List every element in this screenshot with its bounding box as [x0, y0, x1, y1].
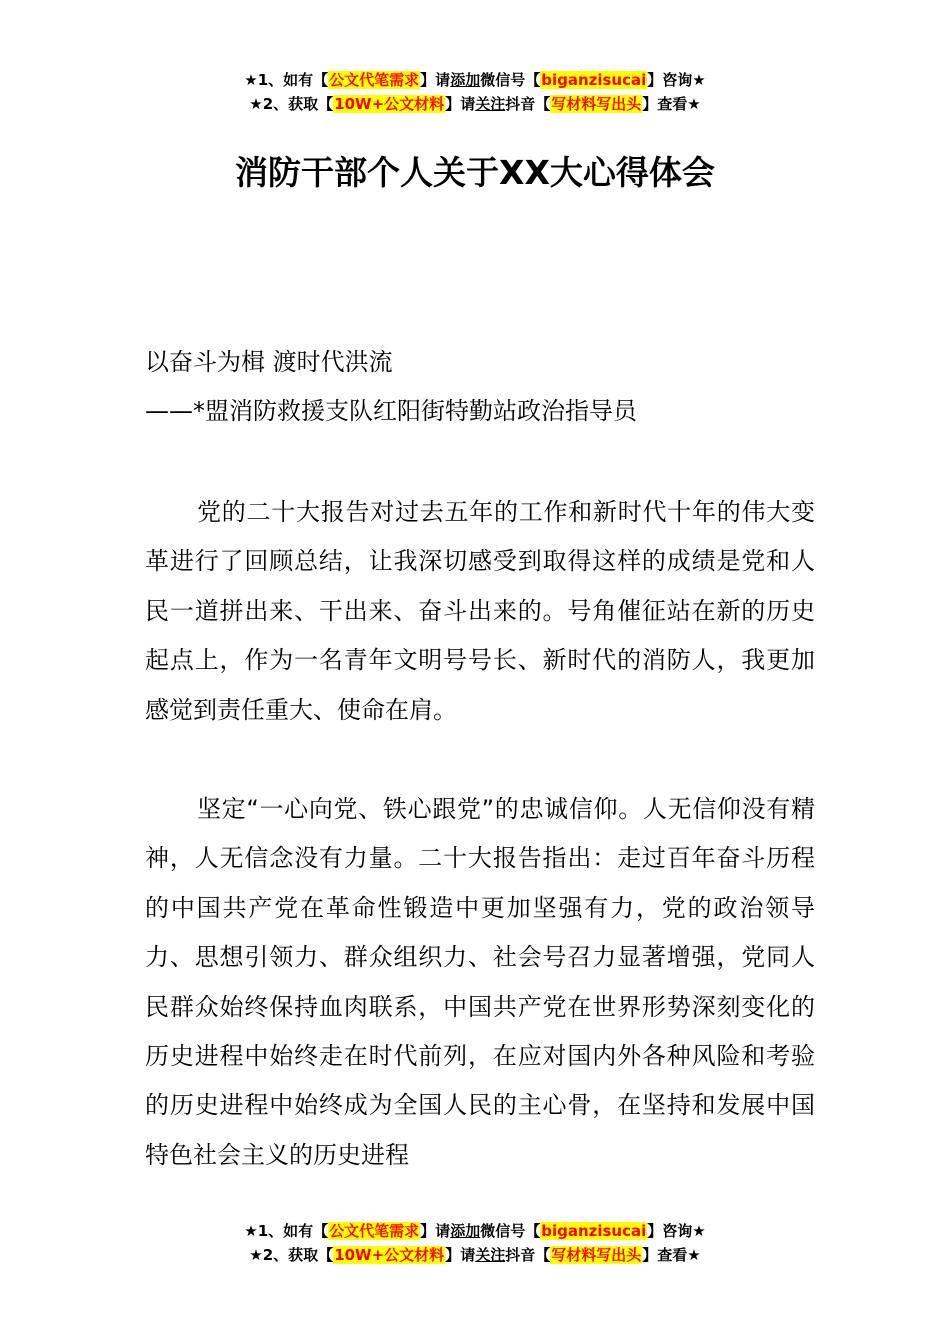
banner-highlight-wechat: biganzisucai — [541, 71, 647, 89]
banner-highlight-service: 公文代笔需求 — [329, 71, 420, 89]
banner-text: 】请 — [445, 95, 476, 113]
banner-highlight-materials: 10W+公文材料 — [334, 95, 445, 113]
banner-text: 】查看★ — [642, 95, 701, 113]
banner-text: 抖音【 — [505, 1246, 551, 1264]
footer-banner — [0, 1219, 950, 1267]
banner-underline: 关注 — [475, 95, 506, 113]
banner-underline: 添加 — [450, 71, 481, 89]
banner-text: ★2、获取【 — [249, 95, 334, 113]
banner-line-2 — [0, 92, 950, 116]
banner-text: 】请 — [420, 1222, 451, 1240]
document-author: ——*盟消防救援支队红阳街特勤站政治指导员 — [145, 397, 637, 425]
banner-text: 】咨询★ — [647, 71, 706, 89]
banner-text: 抖音【 — [505, 95, 551, 113]
banner-text: 微信号【 — [480, 71, 541, 89]
banner-line-2 — [0, 1243, 950, 1267]
banner-text: 】请 — [420, 71, 451, 89]
banner-line-1 — [0, 68, 950, 92]
body-paragraph-1: 党的二十大报告对过去五年的工作和新时代十年的伟大变革进行了回顾总结，让我深切感受到取得这样的成绩是党和人民一道拼出来、干出来、奋斗出来的。号角催征站在新的历史起点上，作为一名青年文明号号长、新时代的消防人，我更加感觉到责任重大、使命在肩。 — [145, 498, 815, 724]
banner-highlight-douyin: 写材料写出头 — [551, 1246, 642, 1264]
banner-text: ★1、如有【 — [244, 1222, 329, 1240]
banner-text: ★2、获取【 — [249, 1246, 334, 1264]
banner-text: 】咨询★ — [647, 1222, 706, 1240]
banner-text: 】查看★ — [642, 1246, 701, 1264]
banner-line-1 — [0, 1219, 950, 1243]
document-title: 消防干部个人关于XX大心得体会 — [235, 153, 715, 192]
banner-text: 】请 — [445, 1246, 476, 1264]
document-subtitle: 以奋斗为楫 渡时代洪流 — [145, 348, 393, 376]
banner-highlight-douyin: 写材料写出头 — [551, 95, 642, 113]
banner-underline: 添加 — [450, 1222, 481, 1240]
body-paragraph-2: 坚定“一心向党、铁心跟党”的忠诚信仰。人无信仰没有精神，人无信念没有力量。二十大报告指出：走过百年奋斗历程的中国共产党在革命性锻造中更加坚强有力，党的政治领导力、思想引领力、群众组织力、社会号召力显著增强，党同人民群众始终保持血肉联系，中国共产党在世界形势深刻变化的历史进程中始终走在时代前列，在应对国内外各种风险和考验的历史进程中始终成为全国人民的主心骨，在坚持和发展中国特色社会主义的历史进程 — [145, 795, 815, 1169]
header-banner — [0, 68, 950, 116]
banner-highlight-service: 公文代笔需求 — [329, 1222, 420, 1240]
banner-highlight-materials: 10W+公文材料 — [334, 1246, 445, 1264]
banner-highlight-wechat: biganzisucai — [541, 1222, 647, 1240]
banner-text: ★1、如有【 — [244, 71, 329, 89]
banner-underline: 关注 — [475, 1246, 506, 1264]
banner-text: 微信号【 — [480, 1222, 541, 1240]
